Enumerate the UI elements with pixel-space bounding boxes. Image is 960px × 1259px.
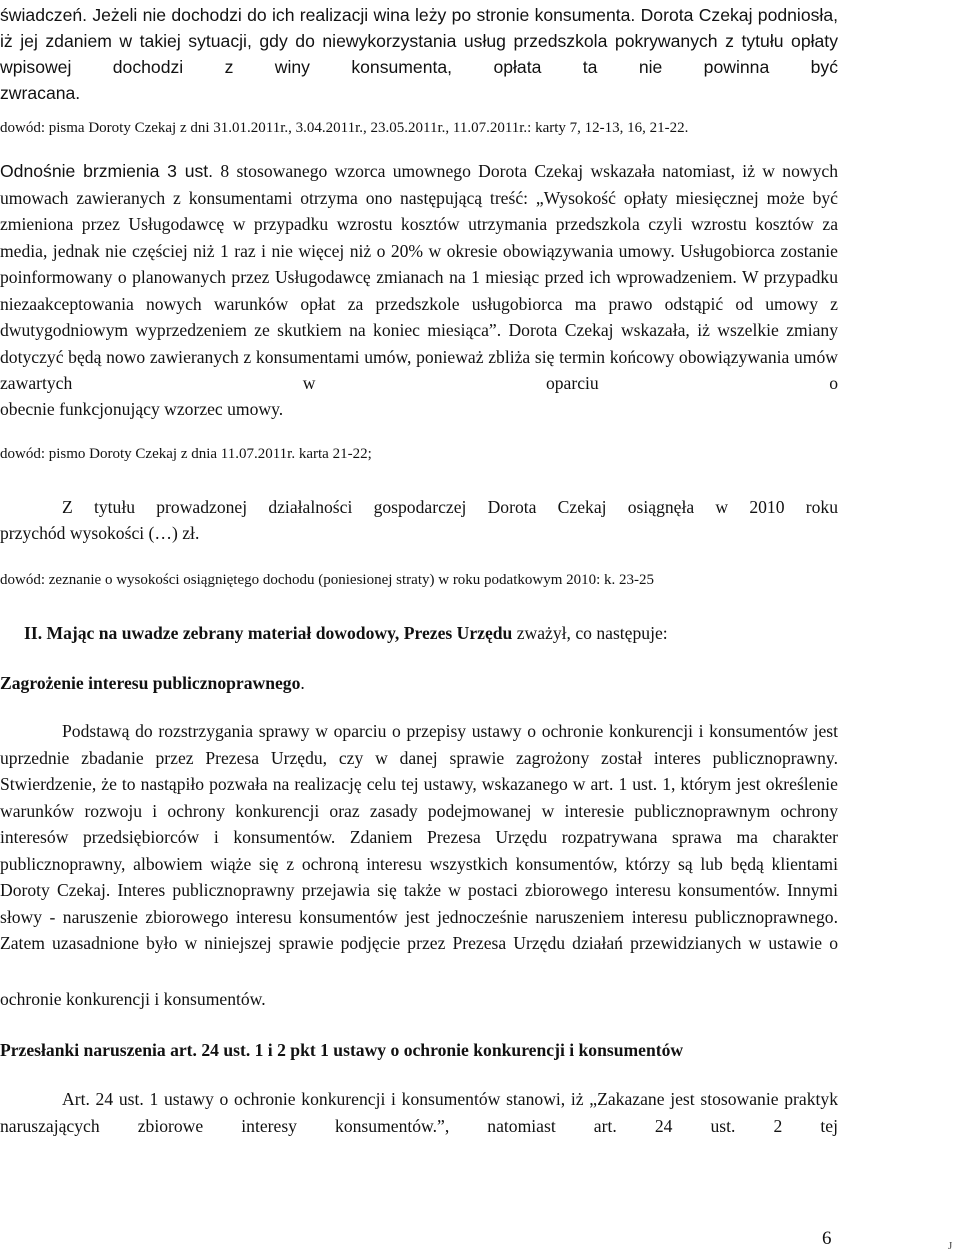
section-heading-ii-rest: zważył, co następuje: [512, 623, 668, 643]
corner-mark: J [948, 1240, 953, 1252]
paragraph-clause-8-end: obecnie funkcjonujący wzorzec umowy. [0, 399, 284, 419]
paragraph-income-end: przychód wysokości (…) zł. [0, 523, 200, 543]
heading-premises: Przesłanki naruszenia art. 24 ust. 1 i 2 pkt 1 ustawy o ochronie konkurencji i konsumentów [0, 1040, 684, 1060]
paragraph-public-interest: Podstawą do rozstrzygania sprawy w oparciu o przepisy ustawy o ochronie konkurencji i konsumentów jest uprzednie zbadanie przez Prezesa Urzędu, czy w danej sprawie zagrożony został interes publicznoprawny. Stwierdzenie, że to nastąpiło pozwała na realizację celu tej ustawy, wskazanego w art. 1 ust. 1, którym jest określenie warunków rozwoju i ochrony konkurencji oraz zasady podejmowanej w interesie publicznoprawnym ochrony interesów przedsiębiorców i konsumentów. Zdaniem Prezesa Urzędu rozpatrywana sprawa ma charakter publicznoprawny, albowiem wiąże się z ochroną interesu wszystkich konsumentów, którzy są lub będą klientami Doroty Czekaj. Interes publicznoprawny przejawia się także w postaci zbiorowego interesu konsumentów. Innymi słowy - naruszenie zbiorowego interesu konsumentów jest jednocześnie naruszeniem interesu publicznoprawnego. Zatem uzasadnione było w niniejszej sprawie podjęcie przez Prezesa Urzędu działań przewidzianych w ustawie o [0, 721, 838, 953]
paragraph-clause-8-lead: Odnośnie brzmienia 3 ust. [0, 161, 214, 181]
section-heading-ii-bold: II. Mając na uwadze zebrany materiał dowodowy, Prezes Urzędu [24, 623, 513, 643]
paragraph-art-24: Art. 24 ust. 1 ustawy o ochronie konkurencji i konsumentów stanowi, iż „Zakazane jest stosowanie praktyk naruszających zbiorowe interesy konsumentów.”, natomiast art. 24 ust. 2 tej [0, 1089, 838, 1136]
evidence-note-3: dowód: zeznanie o wysokości osiągniętego dochodu (poniesionej straty) w roku podatkowym 2010: k. 23-25 [0, 572, 655, 588]
evidence-note-2: dowód: pismo Doroty Czekaj z dnia 11.07.2011r. karta 21-22; [0, 446, 372, 462]
subheading-public-interest [0, 670, 838, 697]
paragraph-opening-fee: świadczeń. Jeżeli nie dochodzi do ich realizacji wina leży po stronie konsumenta. Dorota Czekaj podniosła, iż jej zdaniem w takiej sytuacji, gdy do niewykorzystania usług przedszkola pokrywanych z tytułu opłaty wpisowej dochodzi z winy konsumenta, opłata ta nie powinna być [0, 5, 838, 77]
page-number: 6 [822, 1228, 832, 1249]
paragraph-public-interest-end: ochronie konkurencji i konsumentów. [0, 989, 266, 1009]
paragraph-income: Z tytułu prowadzonej działalności gospodarczej Dorota Czekaj osiągnęła w 2010 roku [62, 497, 838, 517]
evidence-note-1: dowód: pisma Doroty Czekaj z dni 31.01.2011r., 3.04.2011r., 23.05.2011r., 11.07.2011r.: karty 7, 12-13, 16, 21-22. [0, 120, 689, 136]
subheading-public-interest-text: Zagrożenie interesu publicznoprawnego [0, 673, 301, 693]
section-heading-ii [24, 620, 862, 647]
paragraph-clause-8 [0, 158, 838, 397]
paragraph-clause-8-body: 8 stosowanego wzorca umownego Dorota Czekaj wskazała natomiast, iż w nowych umowach zawieranych z konsumentami otrzyma ono następującą treść: „Wysokość opłaty miesięcznej może być zmieniona przez Usługodawcę w przypadku wzrostu kosztów utrzymania przedszkola czyli wzrostu kosztów za media, jednak nie częściej niż 1 raz i nie więcej niż o 20% w okresie obowiązywania umowy. Usługobiorca zostanie poinformowany o planowanych przez Usługodawcę zmianach na 1 miesiąc przed ich wprowadzeniem. W przypadku niezaakceptowania nowych warunków opłat za przedszkole usługobiorca ma prawo odstąpić od umowy z dwutygodniowym wyprzedzeniem ze skutkiem na koniec miesiąca”. Dorota Czekaj wskazała, iż wszelkie zmiany dotyczyć będą nowo zawieranych z konsumentami umów, ponieważ zbliża się termin końcowy obowiązywania umów zawartych w oparciu o [0, 161, 838, 393]
subheading-public-interest-dot: . [300, 673, 305, 693]
paragraph-opening-fee-end: zwracana. [0, 83, 81, 103]
